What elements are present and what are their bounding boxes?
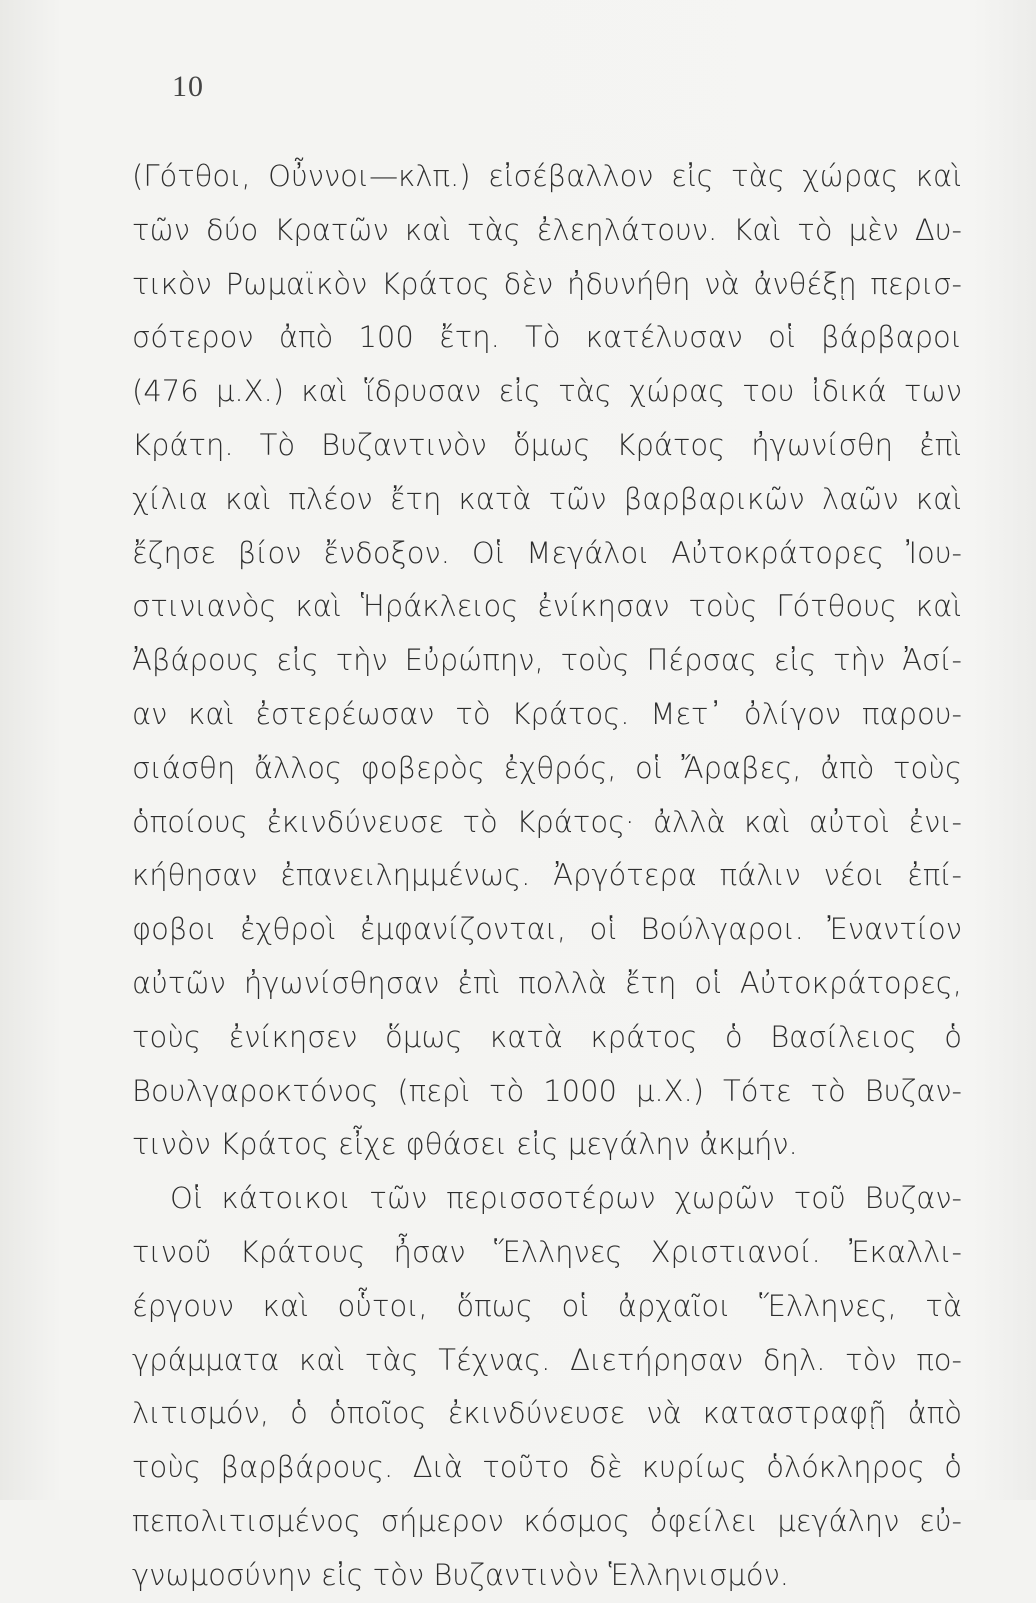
text-line: (Γότθοι, Οὖννοι—κλπ.) εἰσέβαλλον εἰς τὰς χώρας καὶ [132,159,962,193]
text-line: τοὺς βαρβάρους. Διὰ τοῦτο δὲ κυρίως ὁλόκληρος ὁ [132,1450,962,1485]
text-line: λιτισμόν, ὁ ὁποῖος ἐκινδύνευσε νὰ καταστραφῇ ἀπὸ [132,1396,962,1431]
text-line: έργουν καὶ οὗτοι, ὅπως οἱ ἀρχαῖοι Ἕλληνες, τὰ [132,1288,962,1323]
text-line: χίλια καὶ πλέον ἔτη κατὰ τῶν βαρβαρικῶν λαῶν καὶ [132,481,962,516]
text-line: στινιανὸς καὶ Ἡράκλειος ἐνίκησαν τοὺς Γότθους καὶ [132,589,962,624]
text-line: αν καὶ ἐστερέωσαν τὸ Κράτος. Μετ᾽ ὀλίγον παρου- [132,696,962,731]
text-line: ὁποίους ἐκινδύνευσε τὸ Κράτος· ἀλλὰ καὶ αὐτοὶ ἐνι- [132,804,962,839]
text-line: (476 μ.Χ.) καὶ ἵδρυσαν εἰς τὰς χώρας του ἰδικά των [132,374,962,409]
text-line: τοὺς ἐνίκησεν ὅμως κατὰ κράτος ὁ Βασίλειος ὁ [132,1019,962,1054]
text-line: Οἱ κάτοικοι τῶν περισσοτέρων χωρῶν τοῦ Βυζαν- [170,1181,962,1216]
text-line: σιάσθη ἄλλος φοβερὸς ἐχθρός, οἱ Ἄραβες, ἀπὸ τοὺς [132,750,962,785]
text-line: ἔζησε βίον ἔνδοξον. Οἱ Μεγάλοι Αὐτοκράτορες Ἰου- [132,535,962,570]
text-line: τικὸν Ρωμαϊκὸν Κράτος δὲν ἠδυνήθη νὰ ἀνθέξῃ περισ- [132,266,962,301]
text-line: γράμματα καὶ τὰς Τέχνας. Διετήρησαν δηλ. τὸν πο- [132,1342,962,1377]
text-line: κήθησαν ἐπανειλημμένως. Ἀργότερα πάλιν νέοι ἐπί- [132,858,962,893]
text-line: τινὸν Κράτος εἶχε φθάσει εἰς μεγάλην ἀκμήν. [132,1127,798,1162]
text-line: Κράτη. Τὸ Βυζαντινὸν ὅμως Κράτος ἠγωνίσθη ἐπὶ [132,427,962,462]
text-line: σότερον ἀπὸ 100 ἔτη. Τὸ κατέλυσαν οἱ βάρβαροι [132,320,962,355]
text-line: τινοῦ Κράτους ἦσαν Ἕλληνες Χριστιανοί. Ἐκαλλι- [132,1234,962,1269]
body-text [132,150,962,1603]
text-line: τῶν δύο Κρατῶν καὶ τὰς ἐλεηλάτουν. Καὶ τὸ μὲν Δυ- [132,212,962,247]
text-line: Ἀβάρους εἰς τὴν Εὐρώπην, τοὺς Πέρσας εἰς τὴν Ἀσί- [132,643,962,678]
text-line: πεπολιτισμένος σήμερον κόσμος ὀφείλει μεγάλην εὐ- [132,1503,962,1538]
text-line: φοβοι ἐχθροὶ ἐμφανίζονται, οἱ Βούλγαροι. Ἐναντίον [132,912,962,947]
text-line: αὐτῶν ἠγωνίσθησαν ἐπὶ πολλὰ ἔτη οἱ Αὐτοκράτορες, [132,965,962,1000]
text-line: γνωμοσύνην εἰς τὸν Βυζαντινὸν Ἑλληνισμόν. [132,1557,789,1592]
text-line: Βουλγαροκτόνος (περὶ τὸ 1000 μ.Χ.) Τότε τὸ Βυζαν- [132,1073,962,1108]
page-number: 10 [172,70,204,103]
